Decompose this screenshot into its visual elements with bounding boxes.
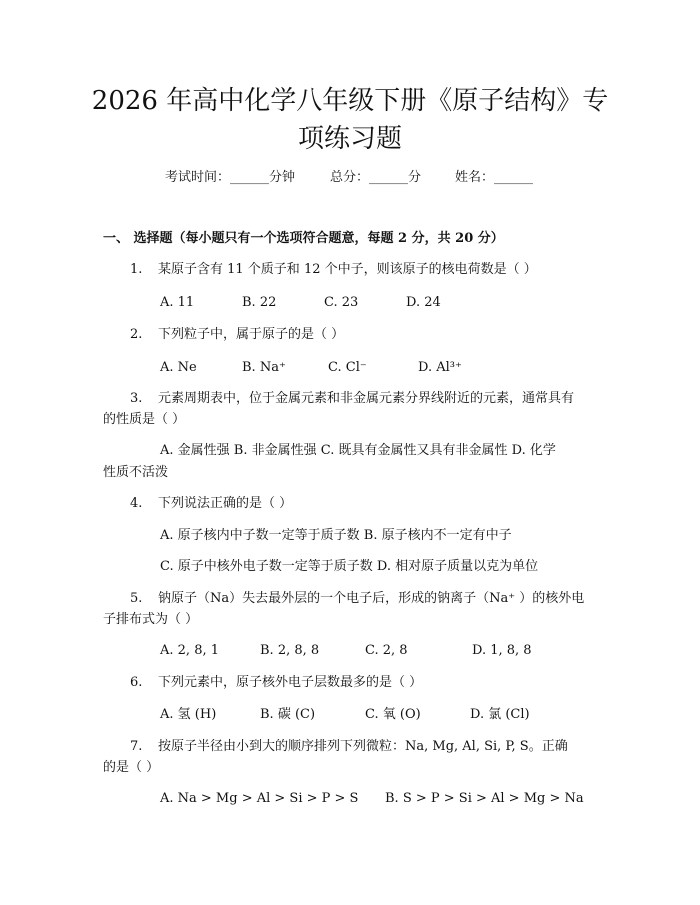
option-c: C. Cl⁻ <box>328 360 367 375</box>
question-stem: 元素周期表中，位于金属元素和非金属元素分界线附近的元素，通常具有 <box>158 391 575 406</box>
option-d: D. 氯 (Cl) <box>470 707 530 722</box>
question-number: 4. <box>130 496 143 511</box>
question-3-options-line2: 性质不活泼 <box>103 465 169 480</box>
question-4-options-line2: C. 原子中核外电子数一定等于质子数 D. 相对原子质量以克为单位 <box>160 559 539 574</box>
total-score-field: 总分：______分 <box>330 170 422 185</box>
question-stem: 下列说法正确的是（ ） <box>158 496 293 511</box>
option-a: A. Ne <box>160 360 197 375</box>
question-5-stem-wrap: 子排布式为（ ） <box>103 612 199 627</box>
question-5 <box>130 589 584 609</box>
question-4 <box>130 494 292 514</box>
question-4-options-line1: A. 原子核内中子数一定等于质子数 B. 原子核内不一定有中子 <box>160 528 512 543</box>
question-number: 5. <box>130 591 143 606</box>
question-stem: 下列元素中，原子核外电子层数最多的是（ ） <box>158 675 423 690</box>
question-stem: 下列粒子中，属于原子的是（ ） <box>158 327 345 342</box>
option-d: D. Al³⁺ <box>418 360 462 375</box>
question-number: 7. <box>130 739 143 754</box>
option-a: A. 氢 (H) <box>160 707 217 722</box>
option-b: B. 2, 8, 8 <box>260 643 320 658</box>
question-7-stem-wrap: 的是（ ） <box>103 760 160 775</box>
option-a: A. 2, 8, 1 <box>160 643 219 658</box>
option-b: B. 碳 (C) <box>260 707 316 722</box>
question-6 <box>130 673 422 693</box>
option-b: B. Na⁺ <box>242 360 286 375</box>
question-stem: 某原子含有 11 个质子和 12 个中子，则该原子的核电荷数是（ ） <box>158 262 537 277</box>
option-b: B. 22 <box>242 295 277 310</box>
question-stem: 按原子半径由小到大的顺序排列下列微粒：Na, Mg, Al, Si, P, S。正确 <box>158 739 568 754</box>
option-c: C. 2, 8 <box>365 643 408 658</box>
page-title-line2: 项练习题 <box>297 124 402 154</box>
question-3 <box>130 389 574 409</box>
option-d: D. 24 <box>406 295 441 310</box>
question-2 <box>130 325 344 345</box>
option-a: A. 11 <box>160 295 195 310</box>
question-3-options-line1: A. 金属性强 B. 非金属性强 C. 既具有金属性又具有非金属性 D. 化学 <box>160 443 556 458</box>
question-3-stem-wrap: 的性质是（ ） <box>103 412 186 427</box>
student-name-field: 姓名：______ <box>455 170 534 185</box>
option-c: C. 氧 (O) <box>365 707 421 722</box>
page-title-line1: 2026 年高中化学八年级下册《原子结构》专 <box>91 86 609 116</box>
option-c: C. 23 <box>324 295 359 310</box>
exam-time-field: 考试时间：______分钟 <box>165 170 296 185</box>
question-number: 2. <box>130 327 143 342</box>
question-number: 6. <box>130 675 143 690</box>
question-number: 1. <box>130 262 143 277</box>
question-7 <box>130 737 568 757</box>
question-number: 3. <box>130 391 143 406</box>
section-heading: 一、 选择题（每小题只有一个选项符合题意，每题 2 分，共 20 分） <box>103 231 504 246</box>
option-d: D. 1, 8, 8 <box>472 643 532 658</box>
question-stem: 钠原子（Na）失去最外层的一个电子后，形成的钠离子（Na⁺ ）的核外电 <box>158 591 585 606</box>
option-a: A. Na > Mg > Al > Si > P > S <box>160 791 359 806</box>
question-1 <box>130 260 537 280</box>
option-b: B. S > P > Si > Al > Mg > Na <box>385 791 584 806</box>
